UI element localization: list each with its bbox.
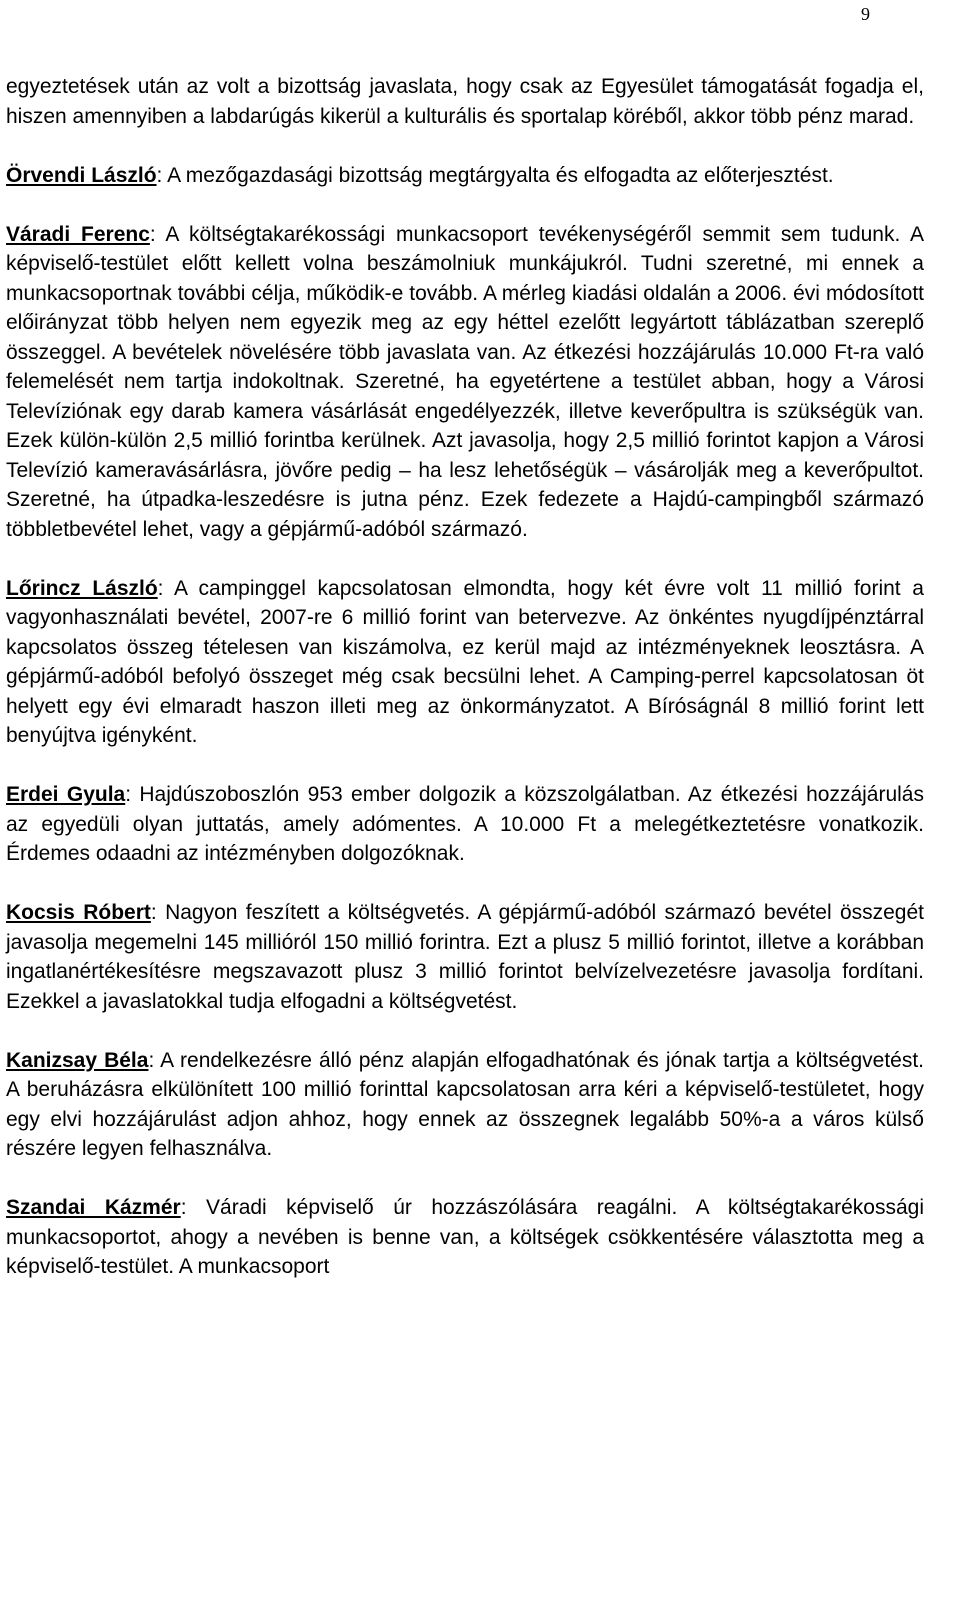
speaker-name: Erdei Gyula [6,783,126,806]
paragraph-text: Váradi képviselő úr hozzászólására reagálni. A költségtakarékossági munkacsoportot, ahogy a nevében is benne van, a költségek csökkentésére választotta meg a képviselő-testület. A munkacsoport [6,1196,925,1278]
paragraph-text: A költségtakarékossági munkacsoport tevékenységéről semmit sem tudunk. A képviselő-testület előtt kellett volna beszámolniuk munkájukról. Tudni szeretné, mi ennek a munkacsoportnak további célja, működik-e tovább. A mérleg kiadási oldalán a 2006. évi módosított előirányzat több helyen nem egyezik meg az egy héttel ezelőtt legyártott táblázatban szereplő összeggel. A bevételek növelésére több javaslata van. Az étkezési hozzájárulás 10.000 Ft-ra való felemelését nem tartja indokoltnak. Szeretné, ha egyetértene a testület abban, hogy a Városi Televíziónak egy darab kamera vásárlását engedélyezzék, illetve keverőpultra is szükségük van. Ezek külön-külön 2,5 millió forintba kerülnek. Azt javasolja, hogy 2,5 millió forintot kapjon a Városi Televízió kameravásárlásra, jövőre pedig – ha lesz lehetőségük – vásárolják meg a keverőpultot. Szeretné, ha útpadka-leszedésre is jutna pénz. Ezek fedezete a Hajdú-campingből származó többletbevétel lehet, vagy a gépjármű-adóból származó. [6,222,924,541]
paragraph-kocsis [6,898,924,1016]
paragraph-text: Hajdúszoboszlón 953 ember dolgozik a közszolgálatban. Az étkezési hozzájárulás az egyedüli olyan juttatás, amely adómentes. A 10.000 Ft a melegétkeztetésre vonatkozik. Érdemes odaadni az intézményben dolgozóknak. [6,783,924,865]
speaker-separator: : [157,576,174,600]
speaker-separator: : [180,1196,207,1219]
paragraph-varadi [6,220,924,545]
paragraph-text: A mezőgazdasági bizottság megtárgyalta és elfogadta az előterjesztést. [167,163,834,187]
speaker-name: Lőrincz László [6,576,158,600]
document-body [6,72,924,1311]
speaker-separator: : [149,222,166,246]
speaker-name: Szandai Kázmér [6,1196,181,1219]
speaker-name: Kanizsay Béla [6,1048,149,1072]
speaker-separator: : [125,783,140,806]
paragraph-text: egyeztetések után az volt a bizottság javaslata, hogy csak az Egyesület támogatását fogadja el, hiszen amennyiben a labdarúgás kikerül a kulturális és sportalap köréből, akkor több pénz marad. [6,75,924,128]
page-number: 9 [861,4,870,24]
paragraph-lorincz [6,574,924,751]
paragraph-kanizsay [6,1046,924,1164]
paragraph-erdei [6,780,924,869]
speaker-separator: : [150,901,166,924]
paragraph-orvendi [6,161,924,191]
paragraph-szandai [6,1193,924,1282]
paragraph-text: A rendelkezésre álló pénz alapján elfogadhatónak és jónak tartja a költségvetést. A beruházásra elkülönített 100 millió forinttal kapcsolatosan arra kéri a képviselő-testületet, hogy egy elvi hozzájárulást adjon ahhoz, hogy ennek az összegnek legalább 50%-a a város külső részére legyen felhasználva. [6,1048,925,1160]
speaker-separator: : [156,163,168,187]
speaker-separator: : [148,1048,161,1072]
speaker-name: Örvendi László [6,163,157,187]
paragraph-text: A campinggel kapcsolatosan elmondta, hogy két évre volt 11 millió forint a vagyonhasználati bevétel, 2007-re 6 millió forint van betervezve. Az önkéntes nyugdíjpénztárral kapcsolatos összeg tételesen van kiszámolva, ez kerül majd az intézményeknek leosztásra. A gépjármű-adóból befolyó összeget még csak becsülni lehet. A Camping-perrel kapcsolatosan öt helyett egy évi elmaradt haszon illeti meg az önkormányzatot. A Bíróságnál 8 millió forint lett benyújtva igényként. [6,576,924,747]
speaker-name: Váradi Ferenc [6,222,150,246]
paragraph-text: Nagyon feszített a költségvetés. A gépjármű-adóból származó bevétel összegét javasolja megemelni 145 millióról 150 millió forintra. Ezt a plusz 5 millió forintot, illetve a korábban ingatlanértékesítésre megszavazott plusz 3 millió forintot belvízelvezetésre javasolja fordítani. Ezekkel a javaslatokkal tudja elfogadni a költségvetést. [6,901,925,1013]
speaker-name: Kocsis Róbert [6,901,151,924]
paragraph-continuation [6,72,924,131]
